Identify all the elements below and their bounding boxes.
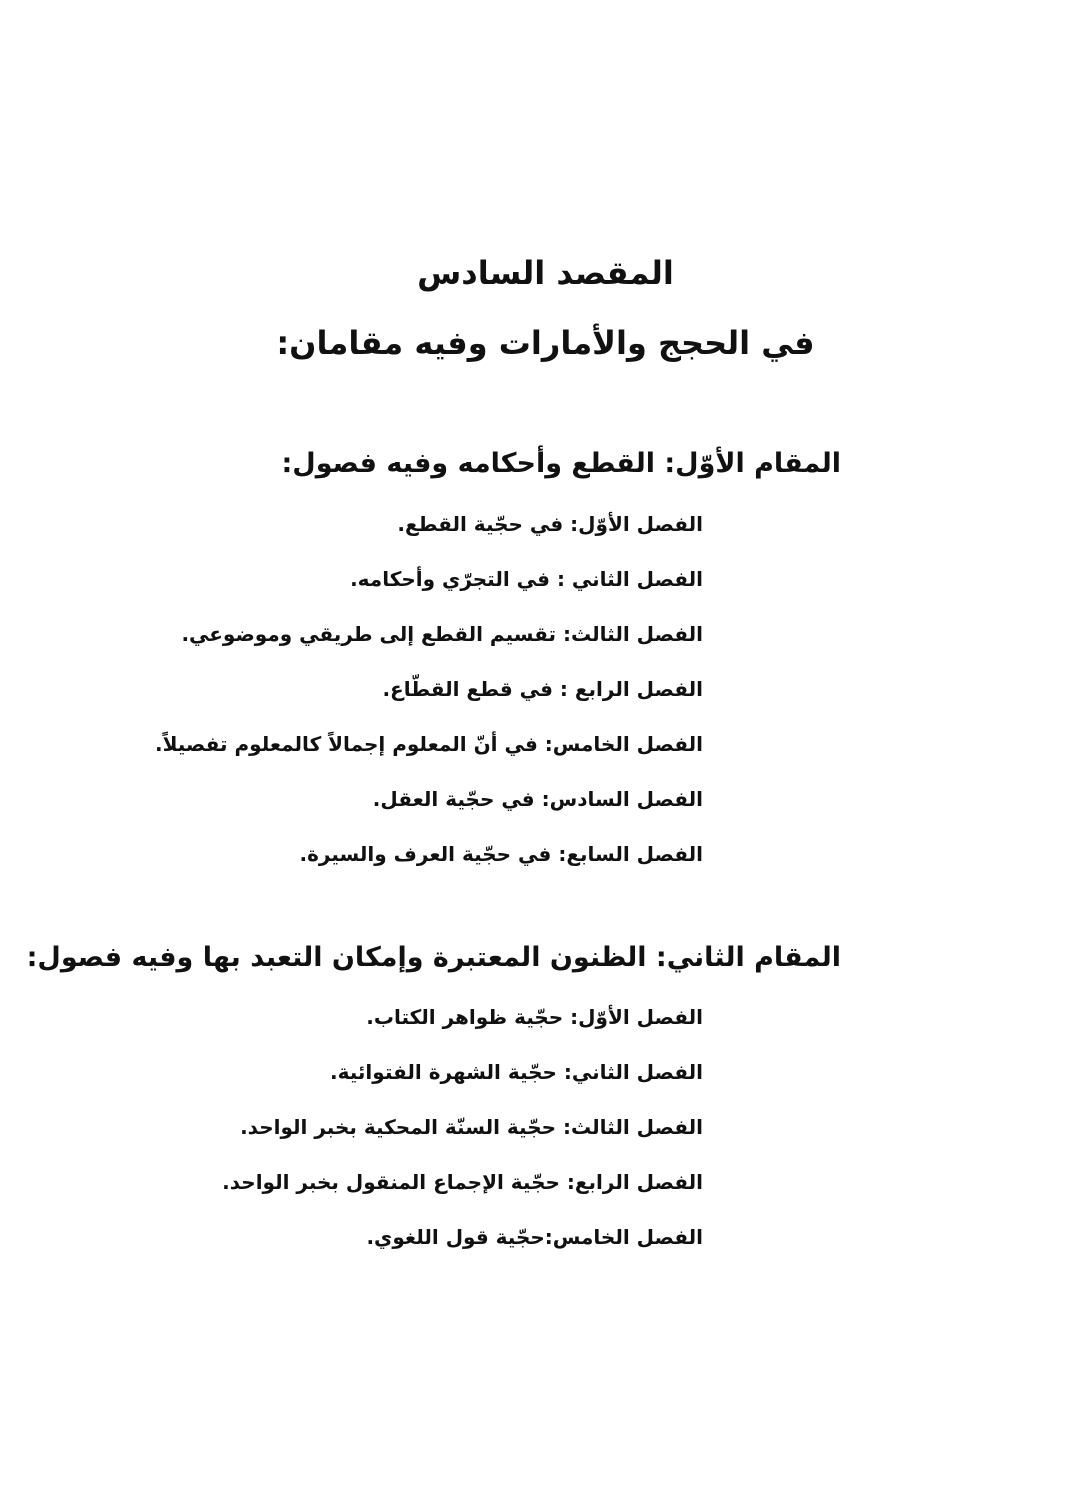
title-block: [0, 238, 1091, 378]
section-heading-1: المقام الأوّل: القطع وأحكامه وفيه فصول:: [281, 448, 841, 479]
page-subtitle: في الحجج والأمارات وفيه مقامان:: [276, 324, 815, 362]
chapter-item: الفصل الرابع : في قطع القطّاع.: [382, 677, 703, 701]
page-title: المقصد السادس: [417, 254, 674, 292]
chapter-item: الفصل السادس: في حجّية العقل.: [372, 787, 703, 811]
chapter-item: الفصل الرابع: حجّية الإجماع المنقول بخبر الواحد.: [222, 1170, 703, 1194]
chapter-item: الفصل الأوّل: حجّية ظواهر الكتاب.: [366, 1005, 703, 1029]
chapter-item: الفصل الخامس:حجّية قول اللغوي.: [366, 1225, 703, 1249]
chapter-item: الفصل الثاني : في التجرّي وأحكامه.: [350, 567, 703, 591]
chapter-item: الفصل الثالث: حجّية السنّة المحكية بخبر الواحد.: [240, 1115, 703, 1139]
chapter-item: الفصل الأوّل: في حجّية القطع.: [397, 512, 703, 536]
chapter-item: الفصل الخامس: في أنّ المعلوم إجمالاً كالمعلوم تفصيلاً.: [154, 732, 703, 756]
chapter-item: الفصل السابع: في حجّية العرف والسيرة.: [299, 842, 703, 866]
section-heading-2: المقام الثاني: الظنون المعتبرة وإمكان التعبد بها وفيه فصول:: [26, 942, 841, 973]
chapter-item: الفصل الثالث: تقسيم القطع إلى طريقي وموضوعي.: [181, 622, 703, 646]
chapter-item: الفصل الثاني: حجّية الشهرة الفتوائية.: [330, 1060, 703, 1084]
